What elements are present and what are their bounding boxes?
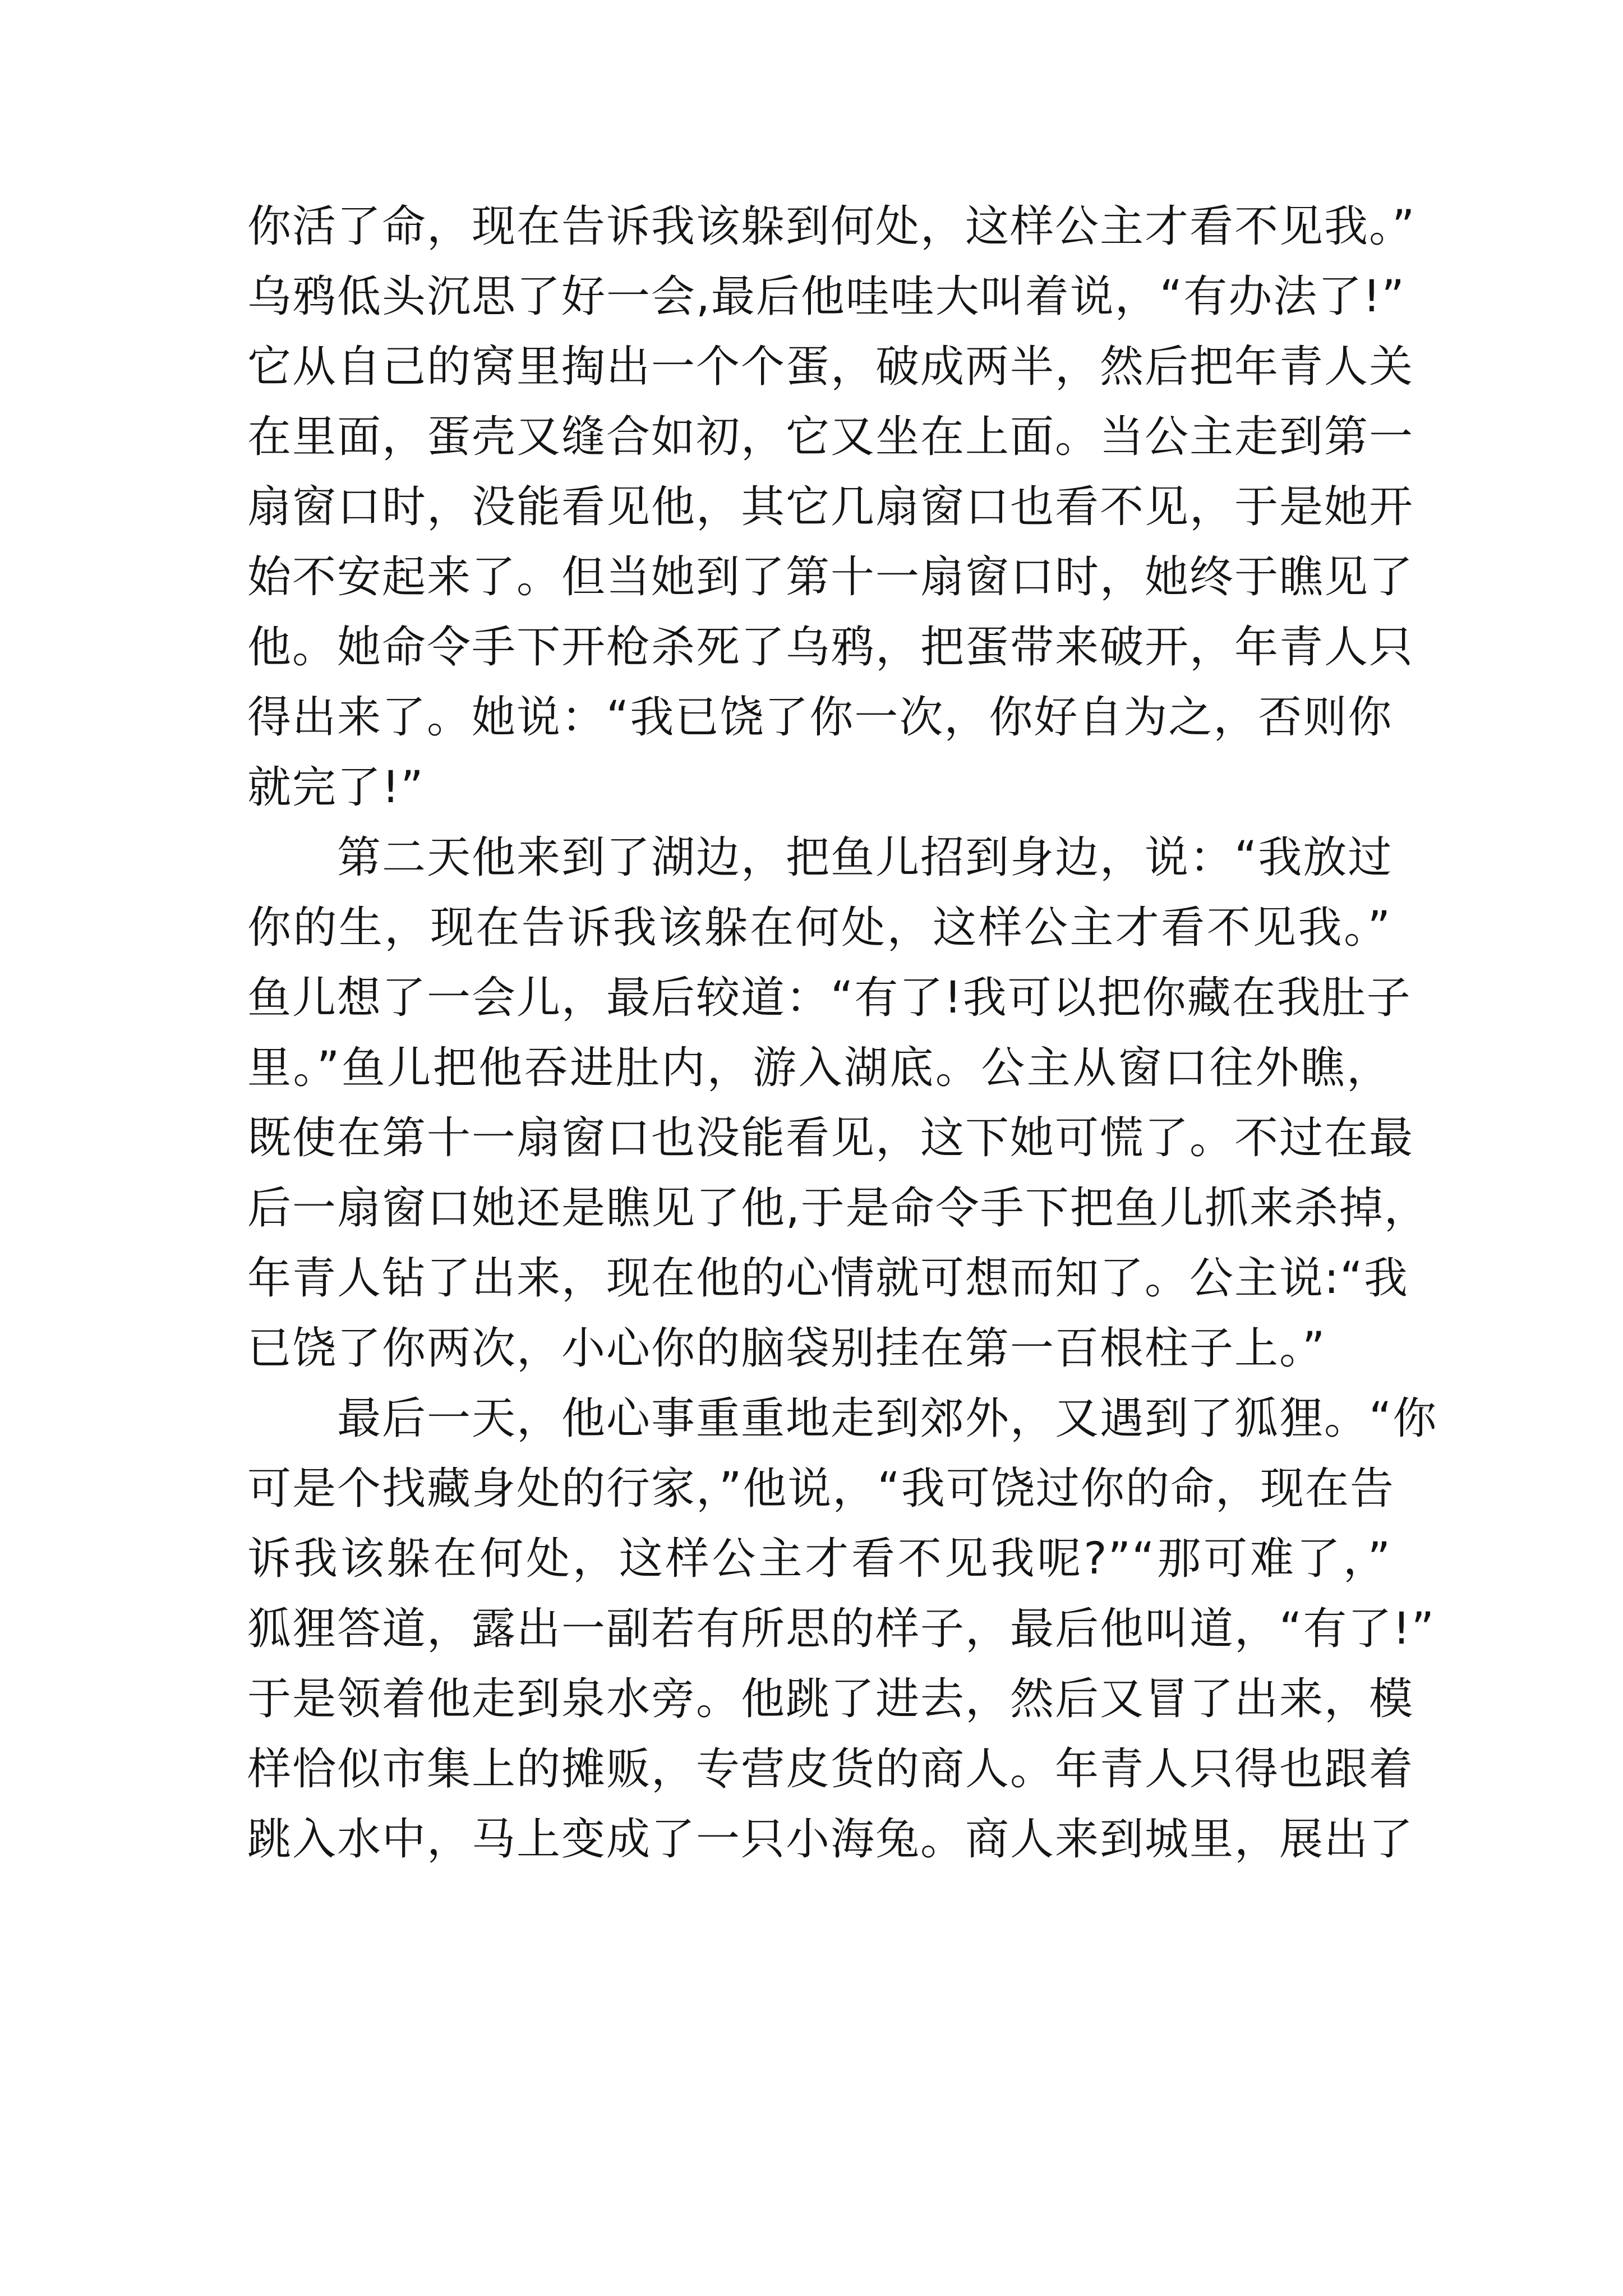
text-line: 他。她命令手下开枪杀死了乌鸦，把蛋带来破开，年青人只 (247, 622, 1414, 673)
text-line: 诉我该躲在何处，这样公主才看不见我呢?”“那可难了，” (247, 1534, 1391, 1584)
text-line: 年青人钻了出来，现在他的心情就可想而知了。公主说:“我 (247, 1253, 1409, 1304)
text-line: 跳入水中，马上变成了一只小海兔。商人来到城里，展出了 (247, 1814, 1414, 1865)
text-line: 狐狸答道，露出一副若有所思的样子，最后他叫道，“有了!” (247, 1604, 1436, 1654)
text-line: 就完了!” (247, 762, 425, 813)
text-line: 在里面，蛋壳又缝合如初，它又坐在上面。当公主走到第一 (247, 412, 1414, 462)
text-line: 你活了命，现在告诉我该躲到何处，这样公主才看不见我。” (247, 201, 1416, 252)
text-line: 可是个找藏身处的行家，”他说，“我可饶过你的命，现在告 (247, 1464, 1395, 1514)
text-line: 扇窗口时，没能看见他，其它几扇窗口也看不见，于是她开 (247, 482, 1414, 532)
paragraph-fish (247, 823, 1429, 1384)
text-line: 于是领着他走到泉水旁。他跳了进去，然后又冒了出来，模 (247, 1674, 1414, 1724)
text-line: 鱼儿想了一会儿，最后较道：“有了!我可以把你藏在我肚子 (247, 973, 1412, 1023)
text-line: 里。”鱼儿把他吞进肚内，游入湖底。公主从窗口往外瞧， (247, 1043, 1391, 1093)
paragraph-fox (247, 1384, 1438, 1875)
text-line: 已饶了你两次，小心你的脑袋别挂在第一百根柱子上。” (247, 1323, 1326, 1374)
paragraph-crow (247, 192, 1416, 823)
text-line: 始不安起来了。但当她到了第十一扇窗口时，她终于瞧见了 (247, 552, 1414, 602)
text-line: 你的生，现在告诉我该躲在何处，这样公主才看不见我。” (247, 903, 1391, 953)
text-line: 既使在第十一扇窗口也没能看见，这下她可慌了。不过在最 (247, 1113, 1414, 1163)
text-line: 样恰似市集上的摊贩，专营皮货的商人。年青人只得也跟着 (247, 1744, 1414, 1795)
text-line: 得出来了。她说：“我已饶了你一次，你好自为之，否则你 (247, 692, 1393, 743)
text-line: 最后一天，他心事重重地走到郊外，又遇到了狐狸。“你 (247, 1393, 1438, 1444)
text-line: 后一扇窗口她还是瞧见了他,于是命令手下把鱼儿抓来杀掉， (247, 1183, 1429, 1234)
text-line: 它从自己的窝里掏出一个个蛋，破成两半，然后把年青人关 (247, 342, 1414, 392)
story-text (247, 192, 1438, 1875)
text-line: 第二天他来到了湖边，把鱼儿招到身边，说：“我放过 (247, 832, 1393, 883)
text-line: 乌鸦低头沉思了好一会,最后他哇哇大叫着说，“有办法了!” (247, 272, 1405, 322)
